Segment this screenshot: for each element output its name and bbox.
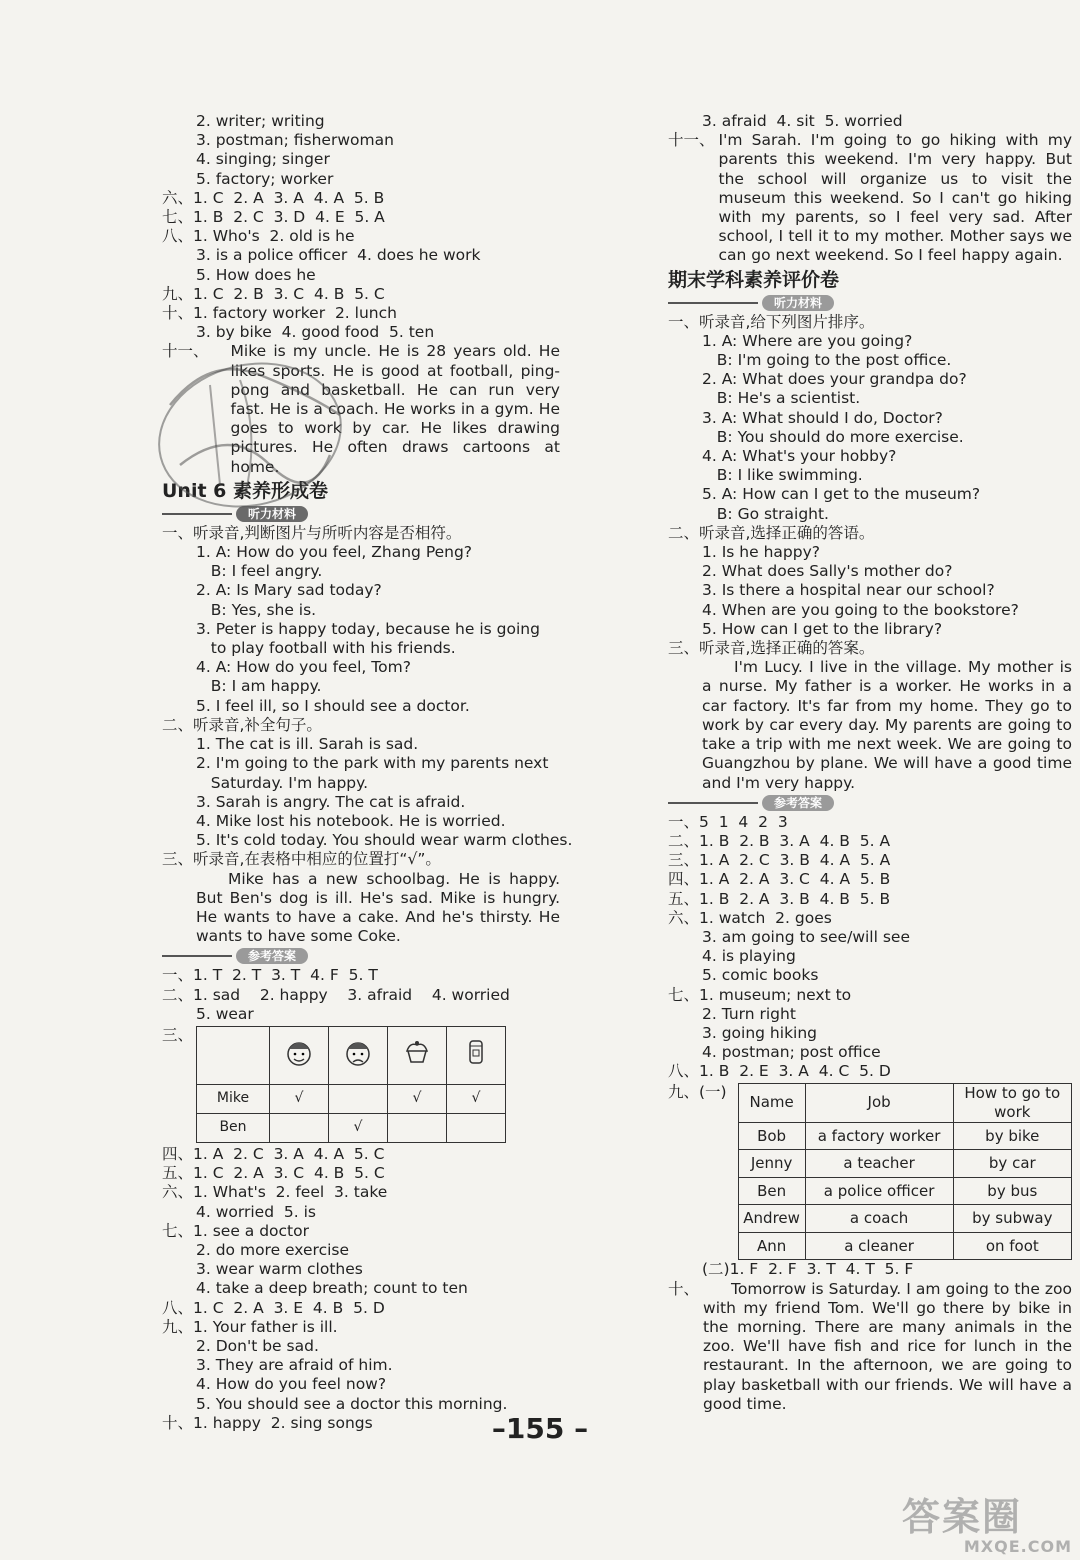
- right-table-block: [668, 1083, 1072, 1261]
- text-line: 2. A: Is Mary sad today?: [196, 581, 382, 600]
- left-answers-1: [162, 966, 560, 1024]
- text-line: 三、听录音,选择正确的答案。: [668, 639, 875, 658]
- right-column: [668, 112, 1072, 1414]
- text-line: 二、1. sad 2. happy 3. afraid 4. worried: [162, 985, 510, 1004]
- text-line: 九、1. Your father is ill.: [162, 1317, 338, 1336]
- jobs-table: [738, 1083, 1072, 1261]
- header-cell: How to go to work: [953, 1083, 1071, 1122]
- q11-text: Mike is my uncle. He is 28 years old. He likes sports. He is good at football, ping-pong and basketball. He can run very fast. He is a coach. He works in a gym. He goes to work by car. He likes drawing pictures. He often draws cartoons at home.: [230, 342, 560, 476]
- text-line: 4. Mike lost his notebook. He is worried.: [196, 811, 506, 830]
- text-line: 一、听录音,给下列图片排序。: [668, 312, 875, 331]
- table-cell: a coach: [805, 1205, 953, 1233]
- text-line: 4. worried 5. is: [196, 1202, 316, 1221]
- text-line: 3. Peter is happy today, because he is going: [196, 619, 540, 638]
- q11-text: I'm Sarah. I'm going to go hiking with my parents this weekend. I'm very happy. But the school will organize us to visit the museum this weekend. So I can't go hiking with my parents, so I feel very sad. After school, I tell it to my mother. Mother says we can go next weekend. So I feel happy again.: [718, 131, 1072, 265]
- text-line: 六、1. watch 2. goes: [668, 908, 832, 927]
- text-line: 4. take a deep breath; count to ten: [196, 1279, 468, 1298]
- table-row: [197, 1113, 506, 1142]
- cake-icon: [388, 1026, 447, 1084]
- row-mark: √: [447, 1084, 506, 1113]
- text-line: 5. comic books: [702, 966, 819, 985]
- unit6-heading: Unit 6 素养形成卷: [162, 479, 328, 502]
- listen-banner-right: [668, 294, 1072, 312]
- row-mark: √: [388, 1084, 447, 1113]
- text-line: 1. Is he happy?: [702, 543, 820, 562]
- right-answers: [668, 813, 1072, 1082]
- text-line: 六、1. What's 2. feel 3. take: [162, 1183, 388, 1202]
- answer-banner-label: 参考答案: [762, 795, 834, 811]
- text-line: 5. How can I get to the library?: [702, 619, 943, 638]
- text-line: 五、1. C 2. A 3. C 4. B 5. C: [162, 1164, 385, 1183]
- text-line: 七、1. see a doctor: [162, 1221, 309, 1240]
- header-cell: Job: [805, 1083, 953, 1122]
- table-cell: Jenny: [738, 1150, 805, 1178]
- left-listening-paragraph: Mike has a new schoolbag. He is happy. But Ben's dog is ill. He's sad. Mike is hungry. He wants to have a cake. And he's thirsty. He wants to have some Coke.: [196, 869, 560, 946]
- table-cell: a factory worker: [805, 1122, 953, 1150]
- row-mark: [270, 1113, 329, 1142]
- text-line: 八、1. C 2. A 3. E 4. B 5. D: [162, 1298, 385, 1317]
- page-number: –155 –: [491, 1412, 589, 1445]
- text-line: 2. Don't be sad.: [196, 1336, 319, 1355]
- text-line: 3. Is there a hospital near our school?: [702, 581, 995, 600]
- text-line: 八、1. Who's 2. old is he: [162, 227, 355, 246]
- boy-happy-icon: [270, 1026, 329, 1084]
- right-after-table: (二)1. F 2. F 3. T 4. T 5. F: [702, 1260, 914, 1279]
- text-line: to play football with his friends.: [196, 639, 456, 658]
- text-line: 1. A: How do you feel, Zhang Peng?: [196, 543, 473, 562]
- text-line: 五、1. B 2. A 3. B 4. B 5. B: [668, 889, 891, 908]
- text-line: Saturday. I'm happy.: [196, 773, 369, 792]
- text-line: B: You should do more exercise.: [702, 427, 964, 446]
- cola-can-icon: [447, 1026, 506, 1084]
- watermark-cn: 答案圈: [902, 1495, 1023, 1539]
- text-line: 3. They are afraid of him.: [196, 1356, 393, 1375]
- text-line: 5. wear: [196, 1004, 254, 1023]
- boy-sad-icon: [329, 1026, 388, 1084]
- text-line: 2. A: What does your grandpa do?: [702, 370, 967, 389]
- right-listening-paragraph: I'm Lucy. I live in the village. My mother is a nurse. My father is a worker. He works in a car factory. It's far from my home. They go to work by car every day. My parents are going to take a trip with me next week. We are going to Guangzhou by plane. We will have a good time and I'm very happy.: [702, 658, 1072, 792]
- table-label: 九、(一): [668, 1082, 727, 1101]
- text-line: 一、听录音,判断图片与所听内容是否相符。: [162, 523, 462, 542]
- table-cell: a teacher: [805, 1150, 953, 1178]
- text-line: B: I'm going to the post office.: [702, 351, 952, 370]
- table-label: 三、: [162, 1025, 194, 1044]
- text-line: 5. How does he: [196, 265, 316, 284]
- right-listening-lines: [668, 313, 1072, 659]
- handwritten-stamp-icon: [150, 345, 360, 525]
- text-line: 3. Sarah is angry. The cat is afraid.: [196, 792, 466, 811]
- text-line: 三、1. A 2. C 3. B 4. A 5. A: [668, 851, 891, 870]
- table-row: [738, 1177, 1071, 1205]
- table-cell: a cleaner: [805, 1232, 953, 1260]
- text-line: 二、1. B 2. B 3. A 4. B 5. A: [668, 831, 891, 850]
- left-top-answers: [162, 112, 560, 342]
- text-line: 六、1. C 2. A 3. A 4. A 5. B: [162, 188, 385, 207]
- table-cell: by subway: [953, 1205, 1071, 1233]
- left-listening-lines: [162, 523, 573, 870]
- text-line: 4. How do you feel now?: [196, 1375, 387, 1394]
- table-cell: by bike: [953, 1122, 1071, 1150]
- text-line: 4. A: What's your hobby?: [702, 447, 897, 466]
- table-cell: Ben: [738, 1177, 805, 1205]
- row-mark: [329, 1084, 388, 1113]
- jobs-table-body: [738, 1122, 1071, 1260]
- table-cell: Ann: [738, 1232, 805, 1260]
- answer-banner-label: 参考答案: [236, 948, 308, 964]
- text-line: B: Go straight.: [702, 504, 829, 523]
- listen-banner-label: 听力材料: [762, 295, 834, 311]
- feelings-table: [196, 1026, 506, 1143]
- answer-banner-left: [162, 947, 560, 965]
- text-line: B: I am happy.: [196, 677, 322, 696]
- right-q11: [668, 131, 1072, 265]
- text-line: 十、1. factory worker 2. lunch: [162, 304, 397, 323]
- right-top-line: 3. afraid 4. sit 5. worried: [702, 112, 903, 130]
- table-cell: on foot: [953, 1232, 1071, 1260]
- q11-label: 十一、: [162, 342, 209, 361]
- table-row: [738, 1150, 1071, 1178]
- text-line: 3. is a police officer 4. does he work: [196, 246, 481, 265]
- table-row: [738, 1122, 1071, 1150]
- row-mark: √: [329, 1113, 388, 1142]
- text-line: 4. singing; singer: [196, 150, 330, 169]
- text-line: 十、1. happy 2. sing songs: [162, 1413, 373, 1432]
- text-line: B: He's a scientist.: [702, 389, 861, 408]
- text-line: 2. do more exercise: [196, 1240, 350, 1259]
- text-line: 3. going hiking: [702, 1023, 818, 1042]
- text-line: 七、1. B 2. C 3. D 4. E 5. A: [162, 208, 385, 227]
- q10-label: 十、: [668, 1279, 700, 1298]
- text-line: 八、1. B 2. E 3. A 4. C 5. D: [668, 1062, 891, 1081]
- text-line: 1. A: Where are you going?: [702, 331, 913, 350]
- text-line: 3. A: What should I do, Doctor?: [702, 408, 943, 427]
- text-line: 4. is playing: [702, 947, 796, 966]
- text-line: 七、1. museum; next to: [668, 985, 852, 1004]
- table-cell: by bus: [953, 1177, 1071, 1205]
- text-line: 四、1. A 2. A 3. C 4. A 5. B: [668, 870, 891, 889]
- row-name: Ben: [197, 1113, 270, 1142]
- row-mark: [388, 1113, 447, 1142]
- text-line: B: I like swimming.: [702, 466, 863, 485]
- watermark-en: MXQE.COM: [963, 1537, 1072, 1556]
- answer-banner-right: [668, 794, 1072, 812]
- watermark-logo: [902, 1486, 1072, 1554]
- text-line: 3. by bike 4. good food 5. ten: [196, 323, 435, 342]
- text-line: 3. am going to see/will see: [702, 927, 910, 946]
- text-line: 4. postman; post office: [702, 1043, 881, 1062]
- text-line: 一、5 1 4 2 3: [668, 812, 788, 831]
- text-line: 九、1. C 2. B 3. C 4. B 5. C: [162, 284, 385, 303]
- listen-banner-label: 听力材料: [236, 506, 308, 522]
- table-row: [738, 1232, 1071, 1260]
- row-mark: √: [270, 1084, 329, 1113]
- header-cell: Name: [738, 1083, 805, 1122]
- text-line: 5. I feel ill, so I should see a doctor.: [196, 696, 470, 715]
- left-table-block: [162, 1026, 560, 1143]
- q10-text: Tomorrow is Saturday. I am going to the zoo with my friend Tom. We'll go there by bike in the morning. There are many animals in the zoo. We'll have fish and rice for lunch in the restaurant. In the afternoon, we are going to play basketball with our friends. We will have a good time.: [703, 1279, 1072, 1413]
- text-line: 5. A: How can I get to the museum?: [702, 485, 981, 504]
- table-cell: by car: [953, 1150, 1071, 1178]
- text-line: 四、1. A 2. C 3. A 4. A 5. C: [162, 1144, 385, 1163]
- text-line: 2. writer; writing: [196, 112, 325, 130]
- final-exam-heading: 期末学科素养评价卷: [668, 268, 840, 291]
- row-mark: [447, 1113, 506, 1142]
- text-line: 三、听录音,在表格中相应的位置打“√”。: [162, 850, 441, 869]
- text-line: 一、1. T 2. T 3. T 4. F 5. T: [162, 966, 378, 985]
- table-cell: Andrew: [738, 1205, 805, 1233]
- table-cell: Bob: [738, 1122, 805, 1150]
- text-line: 2. Turn right: [702, 1004, 796, 1023]
- table-cell: a police officer: [805, 1177, 953, 1205]
- text-line: 5. You should see a doctor this morning.: [196, 1394, 508, 1413]
- text-line: B: I feel angry.: [196, 562, 323, 581]
- text-line: 2. I'm going to the park with my parents next: [196, 754, 549, 773]
- text-line: B: Yes, she is.: [196, 600, 317, 619]
- text-line: 3. postman; fisherwoman: [196, 131, 394, 150]
- q11-label: 十一、: [668, 131, 715, 150]
- text-line: 4. A: How do you feel, Tom?: [196, 658, 411, 677]
- right-q10: [668, 1280, 1072, 1414]
- table-row: [738, 1205, 1071, 1233]
- text-line: 5. It's cold today. You should wear warm clothes.: [196, 831, 573, 850]
- text-line: 2. What does Sally's mother do?: [702, 562, 953, 581]
- text-line: 1. The cat is ill. Sarah is sad.: [196, 735, 419, 754]
- text-line: 二、听录音,补全句子。: [162, 715, 322, 734]
- text-line: 4. When are you going to the bookstore?: [702, 600, 1019, 619]
- row-name: Mike: [197, 1084, 270, 1113]
- table-header-row: [738, 1083, 1071, 1122]
- table-row: [197, 1084, 506, 1113]
- text-line: 二、听录音,选择正确的答语。: [668, 523, 875, 542]
- text-line: 3. wear warm clothes: [196, 1260, 363, 1279]
- left-answers-2: [162, 1145, 560, 1433]
- text-line: 5. factory; worker: [196, 169, 334, 188]
